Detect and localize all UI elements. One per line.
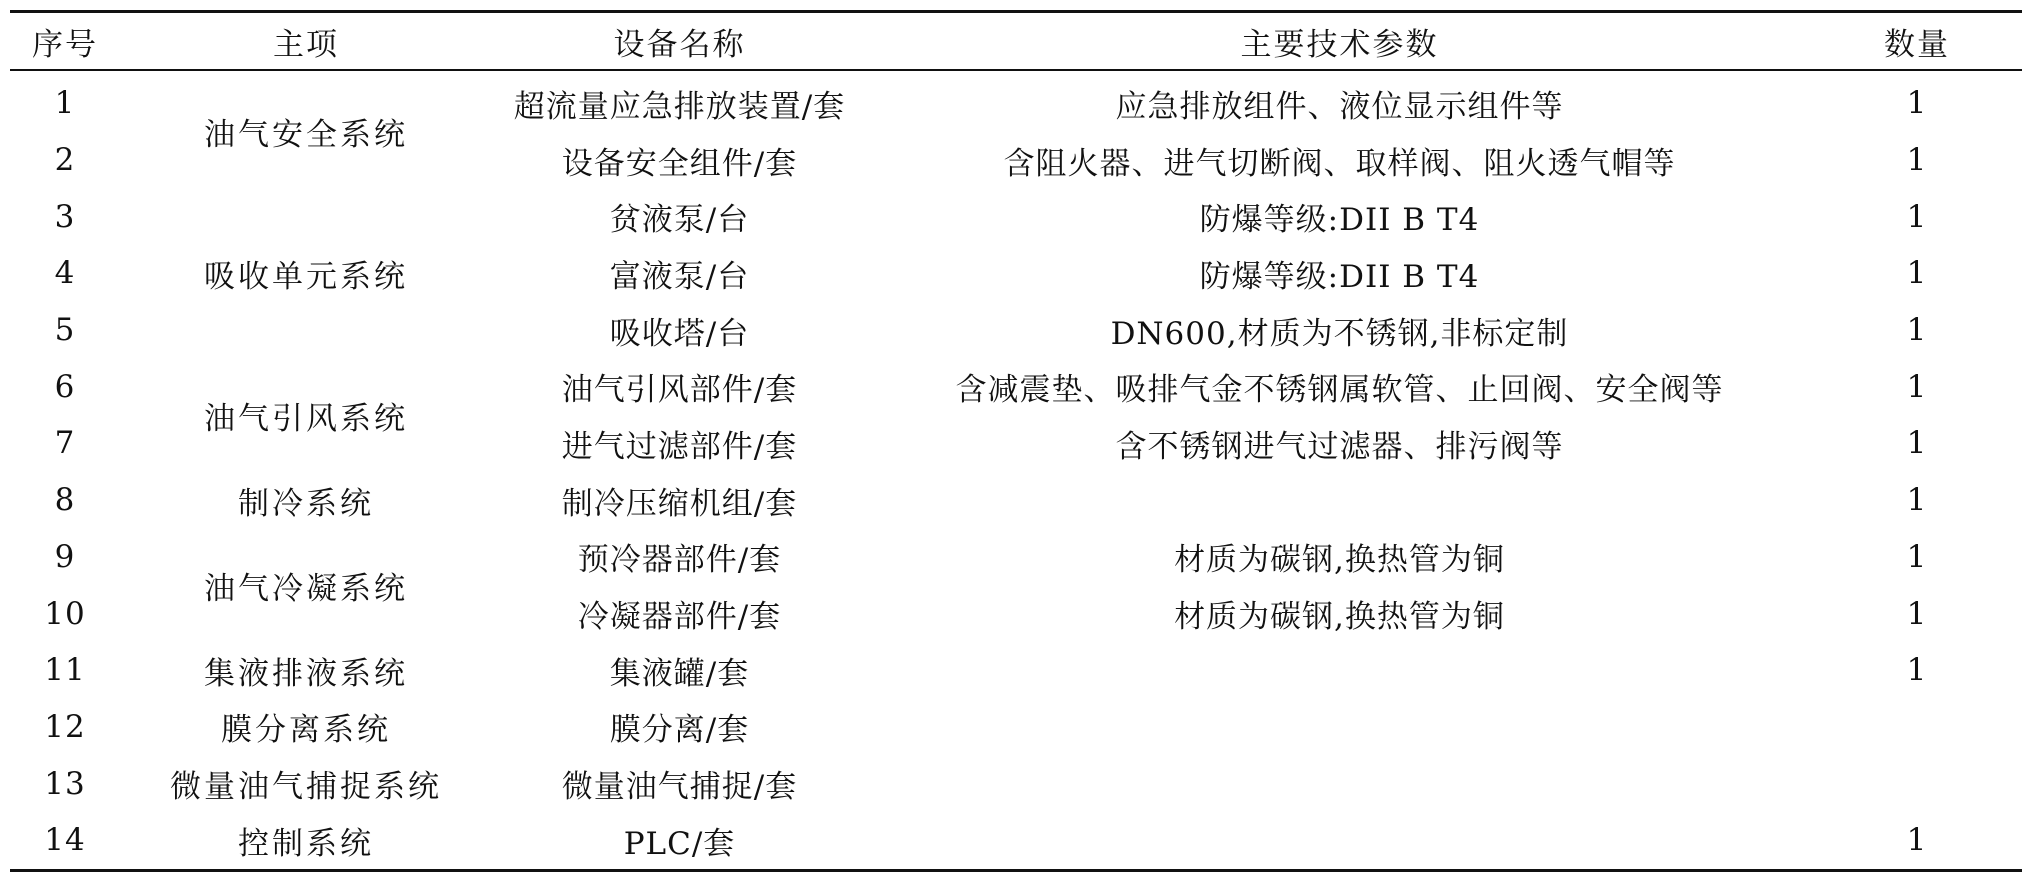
cell-no: 10 xyxy=(44,595,86,632)
cell-device-name: 膜分离/套 xyxy=(609,712,750,749)
cell-tech-params: 材质为碳钢,换热管为铜 xyxy=(1174,599,1505,636)
cell-no: 6 xyxy=(54,368,76,405)
table-row xyxy=(10,812,2022,870)
table-row xyxy=(10,70,2022,132)
cell-device-name: 富液泵/台 xyxy=(609,258,750,295)
cell-device-name: 设备安全组件/套 xyxy=(561,145,798,182)
table-row xyxy=(10,188,2022,245)
cell-tech-params: 防爆等级:DII B T4 xyxy=(1199,202,1480,239)
cell-main-item: 油气冷凝系统 xyxy=(204,570,408,607)
cell-device-name: 超流量应急排放装置/套 xyxy=(513,88,846,125)
cell-main-item: 吸收单元系统 xyxy=(204,258,408,295)
cell-no: 11 xyxy=(44,652,86,689)
table-row xyxy=(10,642,2022,699)
cell-no: 14 xyxy=(10,812,120,870)
cell-tech-params: 含减震垫、吸排气金不锈钢属软管、止回阀、安全阀等 xyxy=(955,372,1724,409)
cell-device-name: 进气过滤部件/套 xyxy=(561,428,798,465)
cell-quantity: 1 xyxy=(1906,198,1928,235)
cell-quantity: 1 xyxy=(1812,812,2022,870)
table-row xyxy=(10,699,2022,756)
cell-no: 8 xyxy=(54,482,76,519)
cell-main-item: 集液排液系统 xyxy=(204,655,408,692)
cell-tech-params: DN600,材质为不锈钢,非标定制 xyxy=(1110,315,1569,352)
cell-no: 3 xyxy=(54,198,76,235)
cell-no: 2 xyxy=(54,142,76,179)
cell-device-name: 吸收塔/台 xyxy=(609,315,750,352)
cell-tech-params: 含不锈钢进气过滤器、排污阀等 xyxy=(1115,428,1564,465)
table-row xyxy=(10,529,2022,586)
table-body xyxy=(10,70,2022,870)
cell-tech-params xyxy=(867,699,1812,756)
cell-quantity: 1 xyxy=(1906,595,1928,632)
cell-main-item: 油气引风系统 xyxy=(204,400,408,437)
cell-no: 9 xyxy=(54,538,76,575)
cell-device-name: 制冷压缩机组/套 xyxy=(561,485,798,522)
cell-quantity: 1 xyxy=(1906,652,1928,689)
cell-no: 12 xyxy=(44,708,86,745)
header-tech-params: 主要技术参数 xyxy=(867,12,1812,71)
cell-quantity: 1 xyxy=(1906,312,1928,349)
header-main-item: 主项 xyxy=(120,12,492,71)
cell-tech-params xyxy=(867,755,1812,812)
cell-tech-params xyxy=(867,472,1812,529)
cell-no: 7 xyxy=(54,425,76,462)
cell-main-item: 制冷系统 xyxy=(238,485,374,522)
cell-device-name: 预冷器部件/套 xyxy=(577,542,782,579)
equipment-table xyxy=(10,10,2022,872)
cell-quantity: 1 xyxy=(1906,482,1928,519)
cell-device-name: PLC/套 xyxy=(492,812,867,870)
cell-tech-params xyxy=(867,812,1812,870)
cell-tech-params: 含阻火器、进气切断阀、取样阀、阻火透气帽等 xyxy=(1003,145,1676,182)
cell-quantity: 1 xyxy=(1906,425,1928,462)
table-row xyxy=(10,472,2022,529)
cell-quantity: 1 xyxy=(1906,368,1928,405)
cell-device-name: 贫液泵/台 xyxy=(609,202,750,239)
cell-no: 13 xyxy=(44,765,86,802)
cell-no: 4 xyxy=(54,255,76,292)
table-row xyxy=(10,755,2022,812)
cell-main-item: 膜分离系统 xyxy=(221,712,391,749)
cell-quantity: 1 xyxy=(1906,85,1928,122)
cell-quantity xyxy=(1812,699,2022,756)
cell-tech-params: 材质为碳钢,换热管为铜 xyxy=(1174,542,1505,579)
cell-quantity: 1 xyxy=(1906,142,1928,179)
header-device-name: 设备名称 xyxy=(492,12,867,71)
header-quantity: 数量 xyxy=(1812,12,2022,71)
cell-main-item: 油气安全系统 xyxy=(204,117,408,154)
cell-main-item: 微量油气捕捉系统 xyxy=(170,769,442,806)
header-no: 序号 xyxy=(10,12,120,71)
cell-tech-params: 防爆等级:DII B T4 xyxy=(1199,258,1480,295)
cell-device-name: 冷凝器部件/套 xyxy=(577,599,782,636)
cell-tech-params: 应急排放组件、液位显示组件等 xyxy=(1115,88,1564,125)
cell-no: 5 xyxy=(54,312,76,349)
cell-quantity xyxy=(1812,755,2022,812)
cell-quantity: 1 xyxy=(1906,538,1928,575)
cell-device-name: 微量油气捕捉/套 xyxy=(561,769,798,806)
equipment-table-container xyxy=(10,10,2022,872)
cell-device-name: 油气引风部件/套 xyxy=(561,372,798,409)
header-row xyxy=(10,12,2022,71)
table-header xyxy=(10,12,2022,71)
cell-no: 1 xyxy=(54,85,76,122)
table-row xyxy=(10,358,2022,415)
cell-main-item: 控制系统 xyxy=(120,812,492,870)
cell-device-name: 集液罐/套 xyxy=(609,655,750,692)
cell-tech-params xyxy=(867,642,1812,699)
cell-quantity: 1 xyxy=(1906,255,1928,292)
